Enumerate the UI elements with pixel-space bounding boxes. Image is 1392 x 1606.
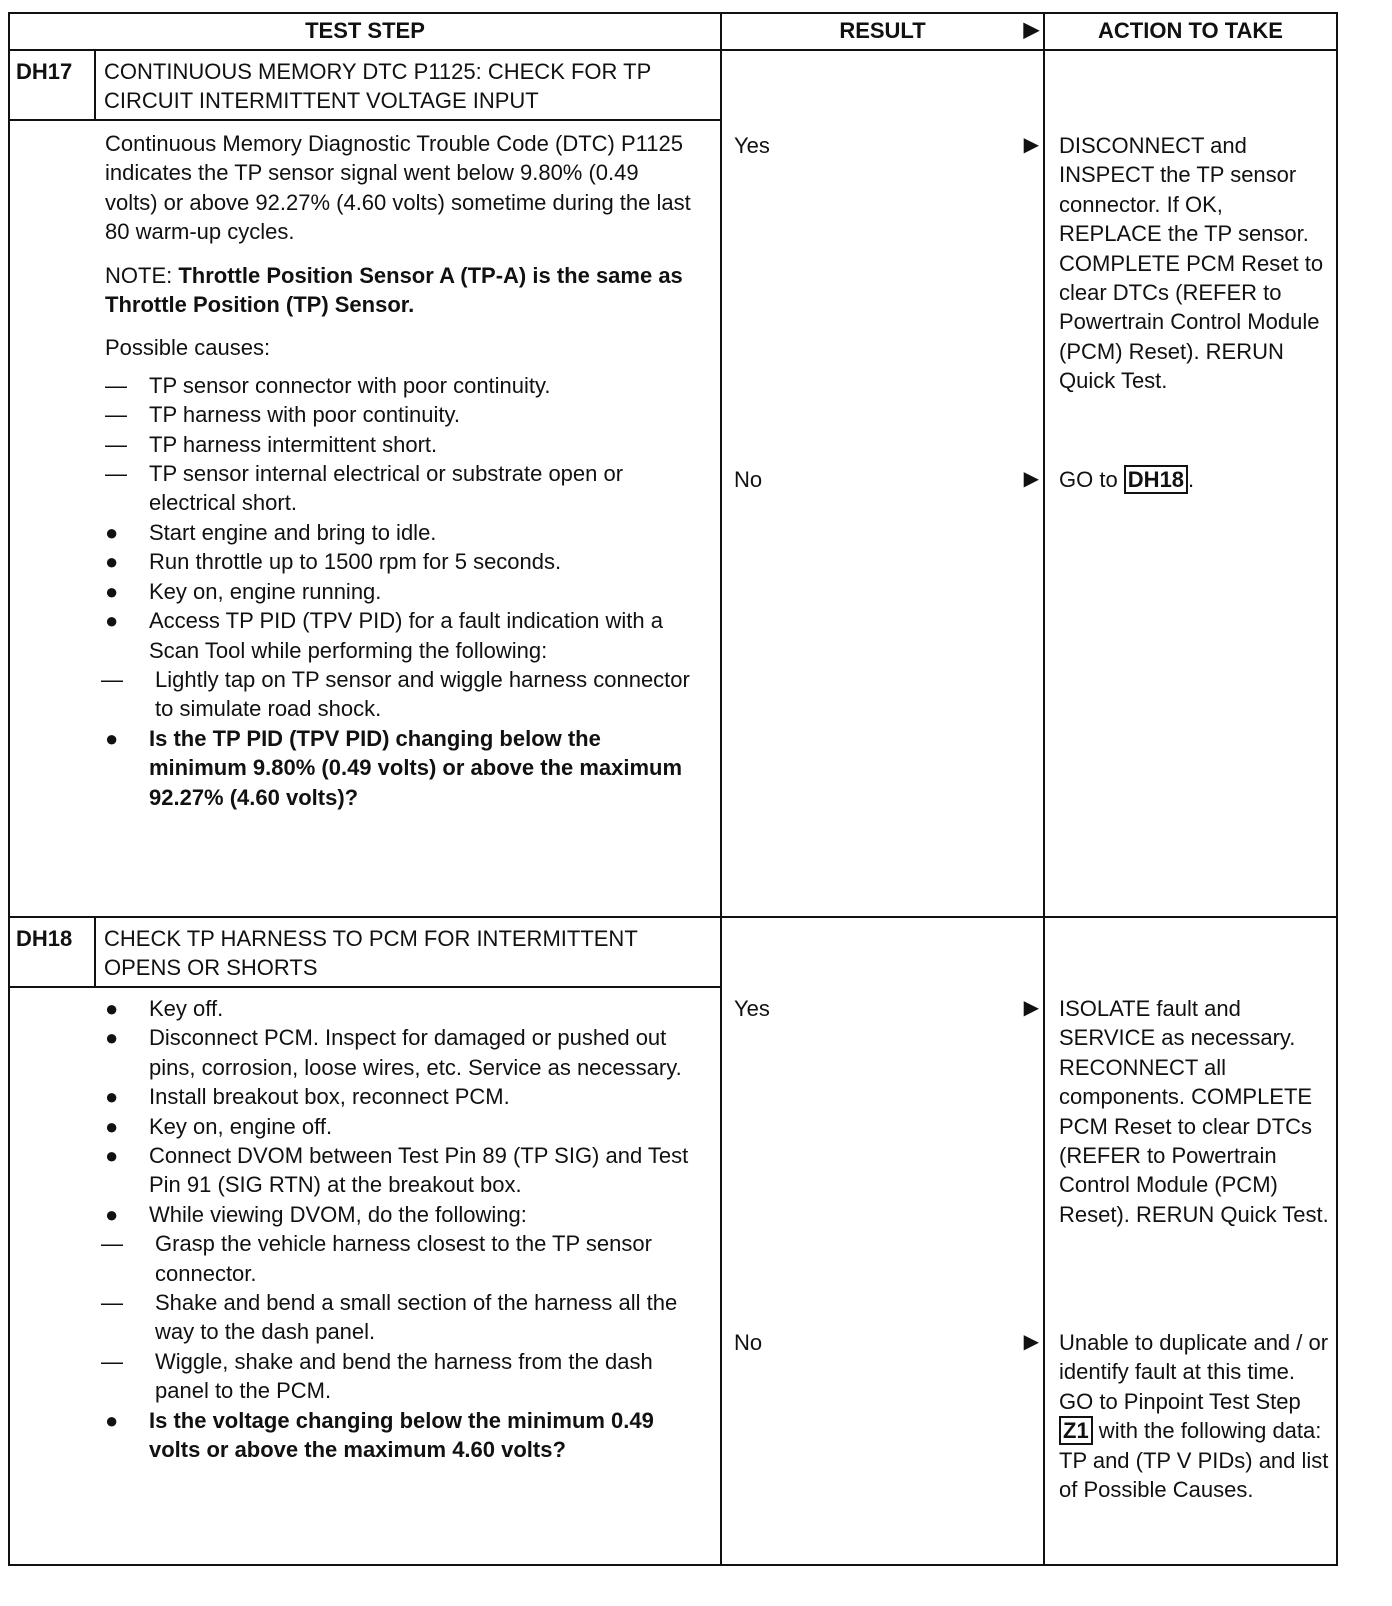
step-reference-link[interactable]: Z1 (1059, 1416, 1093, 1445)
step-id: DH18 (10, 918, 96, 986)
result-no: No (734, 1330, 763, 1355)
step-title: CONTINUOUS MEMORY DTC P1125: CHECK FOR TP CIRCUIT INTERMITTENT VOLTAGE INPUT (104, 59, 651, 114)
note (105, 261, 696, 320)
causes-label: Possible causes: (105, 335, 271, 361)
question: ● Is the voltage changing below the minimum 0.49 volts or above the maximum 4.60 volts? (105, 1407, 654, 1463)
note-label: NOTE: (105, 262, 179, 288)
step-title-row (10, 918, 720, 988)
substep-item: — Lightly tap on TP sensor and wiggle harness connector to simulate road shock. (101, 666, 690, 722)
step-item: ● Key on, engine off. (105, 1113, 333, 1139)
arrow-right-icon: ▶ (1023, 997, 1039, 1019)
step-item: ● Disconnect PCM. Inspect for damaged or pushed out pins, corrosion, loose wires, etc. Service as necessary. (105, 1025, 682, 1080)
header-result (722, 14, 1045, 49)
step-id: DH17 (10, 51, 96, 119)
step-title-row (10, 51, 720, 121)
step-item: ● Start engine and bring to idle. (105, 519, 437, 545)
action-no: GO to DH18 . (1059, 467, 1195, 492)
header-result-label: RESULT (839, 18, 926, 43)
step-item: ● Install breakout box, reconnect PCM. (105, 1084, 510, 1110)
result-yes: Yes (734, 996, 770, 1021)
step-item: ● Key off. (105, 996, 224, 1021)
intro-text: Continuous Memory Diagnostic Trouble Code (DTC) P1125 indicates the TP sensor signal went below 9.80% (0.49 volts) or above 92.27% (4.60 volts) sometime during the last 80 warm-up cycles. (105, 131, 691, 245)
substep-item: — Wiggle, shake and bend the harness from the dash panel to the PCM. (101, 1348, 653, 1404)
action-no: Unable to duplicate and / or identify fault at this time. GO to Pinpoint Test Step Z1 with the following data: TP and (TP V PIDs) and list of Possible Causes. (1059, 1330, 1329, 1503)
arrow-right-icon: ▶ (1023, 134, 1039, 156)
result-yes: Yes (734, 133, 770, 158)
step-item: ● Connect DVOM between Test Pin 89 (TP SIG) and Test Pin 91 (SIG RTN) at the breakout box. (105, 1143, 689, 1198)
result-no: No (734, 467, 763, 492)
action-yes: DISCONNECT and INSPECT the TP sensor connector. If OK, REPLACE the TP sensor. COMPLETE PCM Reset to clear DTCs (REFER to Powertrain Control Module (PCM) Reset). RERUN Quick Test. (1059, 133, 1324, 394)
cause-item: — TP harness intermittent short. (105, 431, 438, 457)
step-item: ● Access TP PID (TPV PID) for a fault indication with a Scan Tool while performing the following: (105, 608, 663, 663)
cause-item: — TP sensor internal electrical or substrate open or electrical short. (105, 461, 624, 516)
header-action: ACTION TO TAKE (1098, 18, 1283, 43)
cause-item: — TP harness with poor continuity. (105, 402, 461, 428)
arrow-right-icon: ▶ (1023, 19, 1039, 41)
question: ● Is the TP PID (TPV PID) changing below the minimum 9.80% (0.49 volts) or above the maximum 92.27% (4.60 volts)? (105, 725, 683, 810)
substep-item: — Grasp the vehicle harness closest to the TP sensor connector. (101, 1231, 652, 1286)
arrow-right-icon: ▶ (1023, 468, 1039, 490)
action-yes: ISOLATE fault and SERVICE as necessary. RECONNECT all components. COMPLETE PCM Reset to clear DTCs (REFER to Powertrain Control Module (PCM) Reset). RERUN Quick Test. (1059, 996, 1329, 1227)
cause-item: — TP sensor connector with poor continuity. (105, 372, 551, 398)
step-reference-link[interactable]: DH18 (1124, 465, 1188, 494)
step-item: ● Run throttle up to 1500 rpm for 5 seconds. (105, 549, 562, 575)
substep-item: — Shake and bend a small section of the harness all the way to the dash panel. (101, 1290, 678, 1345)
header-test-step: TEST STEP (10, 14, 722, 49)
arrow-right-icon: ▶ (1023, 1331, 1039, 1353)
step-item: ● While viewing DVOM, do the following: (105, 1201, 527, 1227)
note-text: Throttle Position Sensor A (TP-A) is the same as Throttle Position (TP) Sensor. (105, 262, 683, 318)
diagnostic-table (8, 12, 1338, 1566)
step-item: ● Key on, engine running. (105, 578, 382, 604)
step-title: CHECK TP HARNESS TO PCM FOR INTERMITTENT OPENS OR SHORTS (104, 926, 638, 981)
step-dh18 (10, 916, 1336, 1564)
table-header (10, 14, 1336, 49)
step-dh17 (10, 49, 1336, 916)
